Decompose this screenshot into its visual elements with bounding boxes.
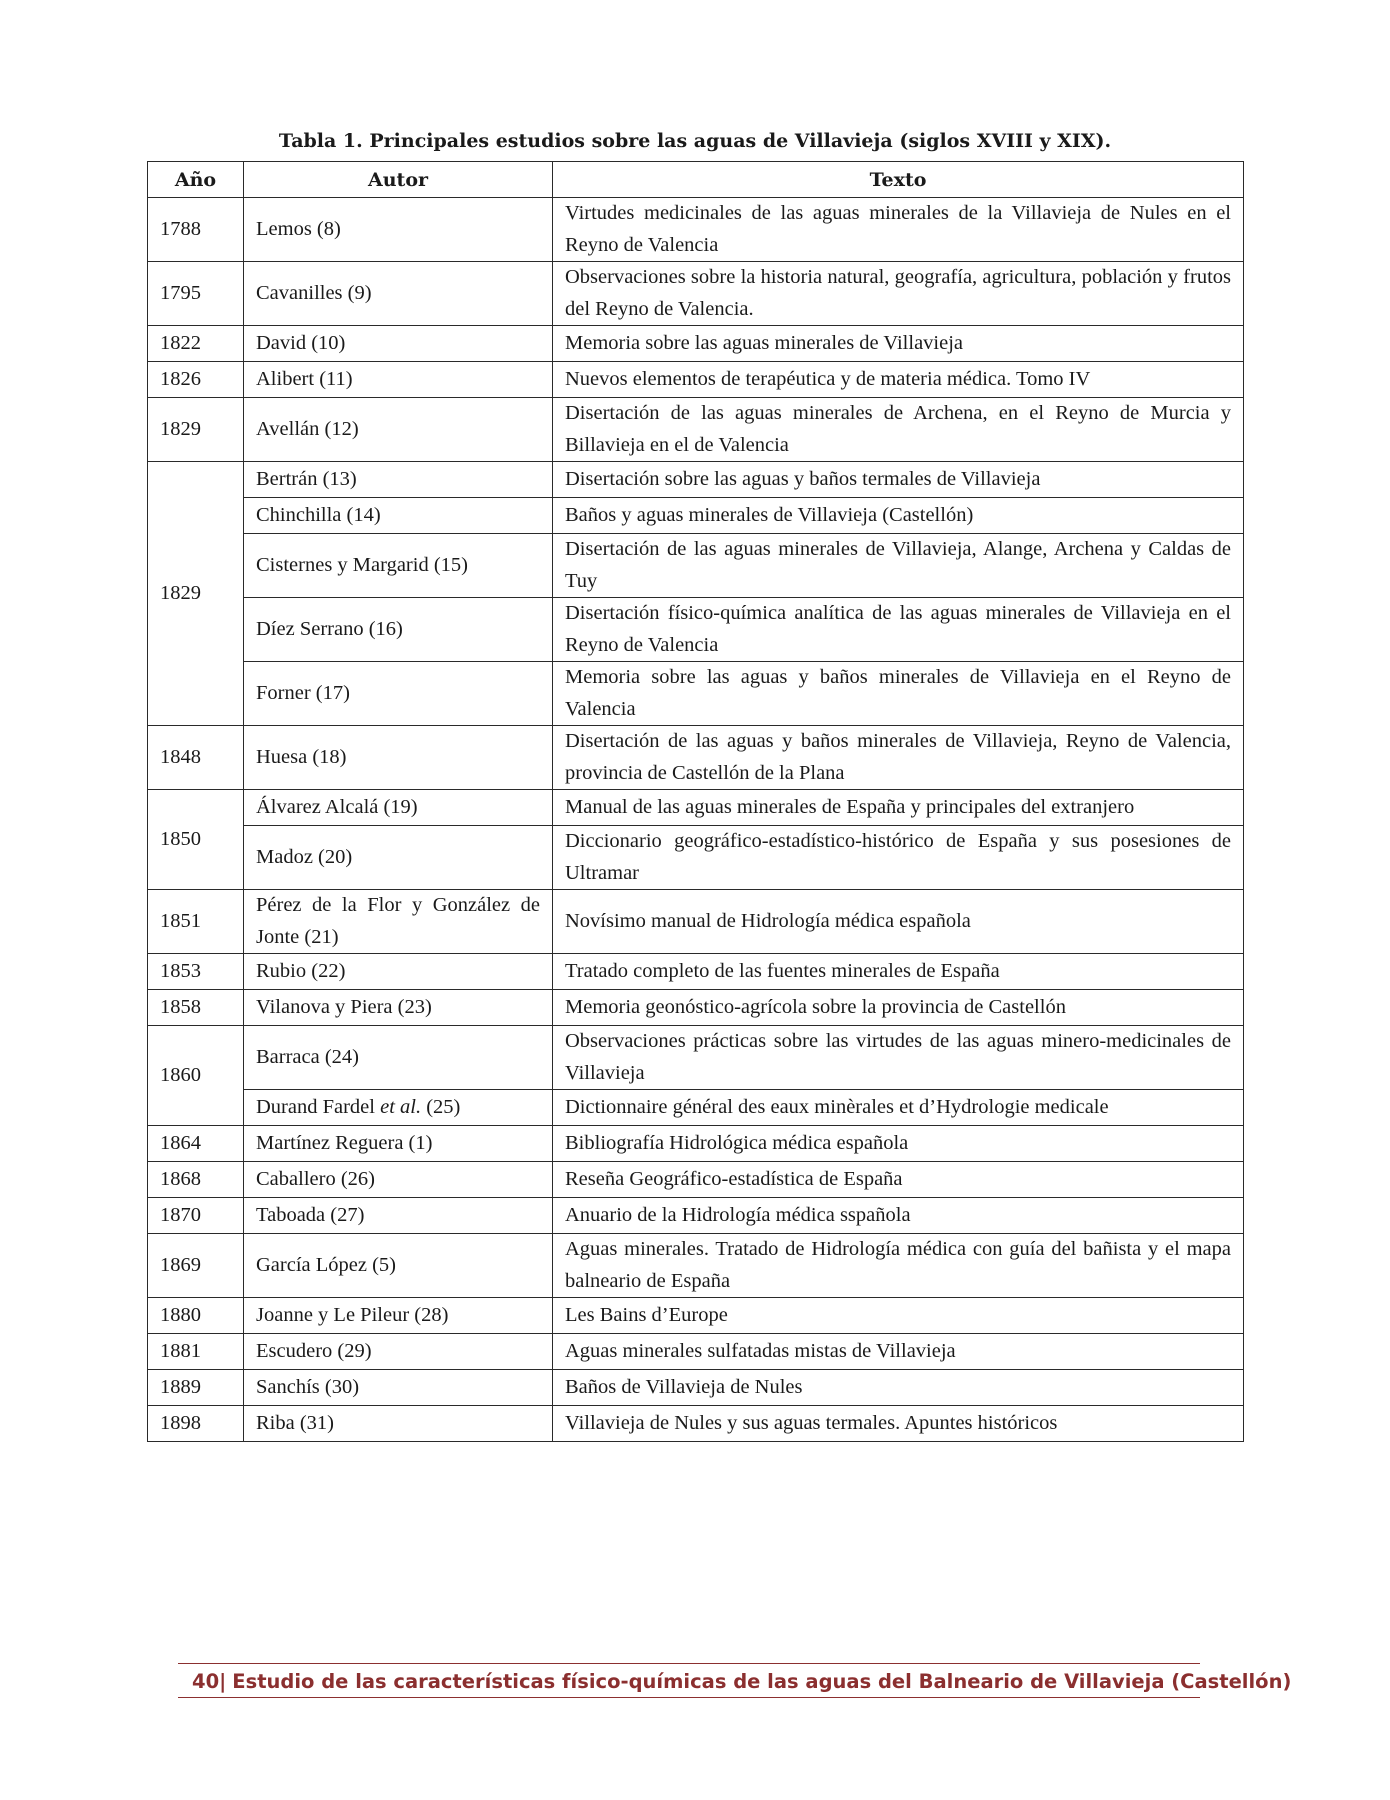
footer-title: Estudio de las características físico-químicas de las aguas del Balneario de Villavieja (Castellón) (232, 1670, 1292, 1693)
cell-year: 1860 (148, 1026, 244, 1126)
column-header-author: Autor (244, 162, 553, 198)
cell-author: Joanne y Le Pileur (28) (244, 1298, 553, 1334)
author-reference: (25) (426, 1095, 461, 1118)
cell-text: Baños y aguas minerales de Villavieja (Castellón) (553, 498, 1244, 534)
footer-rule-top (178, 1663, 1200, 1664)
table-row (148, 1334, 1244, 1370)
cell-year: 1788 (148, 198, 244, 262)
table-row (148, 1234, 1244, 1298)
cell-year: 1881 (148, 1334, 244, 1370)
cell-year: 1898 (148, 1406, 244, 1442)
cell-text: Aguas minerales sulfatadas mistas de Villavieja (553, 1334, 1244, 1370)
column-header-text: Texto (553, 162, 1244, 198)
cell-text: Nuevos elementos de terapéutica y de materia médica. Tomo IV (553, 362, 1244, 398)
cell-text: Villavieja de Nules y sus aguas termales. Apuntes históricos (553, 1406, 1244, 1442)
cell-author: Chinchilla (14) (244, 498, 553, 534)
page-number: 40 (192, 1670, 220, 1693)
cell-year: 1848 (148, 726, 244, 790)
cell-author (244, 1090, 553, 1126)
cell-author: Rubio (22) (244, 954, 553, 990)
cell-author: Bertrán (13) (244, 462, 553, 498)
cell-year: 1826 (148, 362, 244, 398)
cell-author: Martínez Reguera (1) (244, 1126, 553, 1162)
table-row (148, 1406, 1244, 1442)
cell-author: Avellán (12) (244, 398, 553, 462)
cell-author: Barraca (24) (244, 1026, 553, 1090)
table-row (148, 1162, 1244, 1198)
table-row (148, 662, 1244, 726)
cell-text: Aguas minerales. Tratado de Hidrología médica con guía del bañista y el mapa balneario de España (553, 1234, 1244, 1298)
table-row (148, 262, 1244, 326)
table-row (148, 1198, 1244, 1234)
cell-year: 1850 (148, 790, 244, 890)
table-row (148, 326, 1244, 362)
cell-text: Anuario de la Hidrología médica sspañola (553, 1198, 1244, 1234)
cell-author: David (10) (244, 326, 553, 362)
cell-text: Disertación físico-química analítica de las aguas minerales de Villavieja en el Reyno de Valencia (553, 598, 1244, 662)
table-row (148, 1026, 1244, 1090)
cell-year: 1869 (148, 1234, 244, 1298)
cell-author: Álvarez Alcalá (19) (244, 790, 553, 826)
cell-year: 1851 (148, 890, 244, 954)
cell-author: Alibert (11) (244, 362, 553, 398)
table-row (148, 462, 1244, 498)
cell-text: Tratado completo de las fuentes minerales de España (553, 954, 1244, 990)
column-header-year: Año (148, 162, 244, 198)
studies-table (147, 161, 1244, 1442)
table-row (148, 990, 1244, 1026)
table-row (148, 790, 1244, 826)
cell-text: Memoria sobre las aguas y baños minerales de Villavieja en el Reyno de Valencia (553, 662, 1244, 726)
cell-year: 1870 (148, 1198, 244, 1234)
cell-text: Disertación de las aguas y baños minerales de Villavieja, Reyno de Valencia, provincia de Castellón de la Plana (553, 726, 1244, 790)
table-row (148, 1298, 1244, 1334)
cell-text: Bibliografía Hidrológica médica española (553, 1126, 1244, 1162)
cell-text: Les Bains d’Europe (553, 1298, 1244, 1334)
footer-rule-bottom (178, 1697, 1200, 1698)
table-row (148, 498, 1244, 534)
table-row (148, 826, 1244, 890)
cell-author: Caballero (26) (244, 1162, 553, 1198)
table-row (148, 954, 1244, 990)
cell-year: 1795 (148, 262, 244, 326)
cell-text: Disertación de las aguas minerales de Archena, en el Reyno de Murcia y Billavieja en el de Valencia (553, 398, 1244, 462)
cell-year: 1858 (148, 990, 244, 1026)
cell-text: Baños de Villavieja de Nules (553, 1370, 1244, 1406)
cell-author: Riba (31) (244, 1406, 553, 1442)
page-footer (192, 1670, 1292, 1693)
table-row (148, 890, 1244, 954)
cell-author: Lemos (8) (244, 198, 553, 262)
cell-year: 1853 (148, 954, 244, 990)
cell-text: Virtudes medicinales de las aguas minerales de la Villavieja de Nules en el Reyno de Valencia (553, 198, 1244, 262)
cell-year: 1822 (148, 326, 244, 362)
cell-author: Cisternes y Margarid (15) (244, 534, 553, 598)
cell-author: Forner (17) (244, 662, 553, 726)
cell-text: Disertación de las aguas minerales de Villavieja, Alange, Archena y Caldas de Tuy (553, 534, 1244, 598)
cell-text: Memoria geonóstico-agrícola sobre la provincia de Castellón (553, 990, 1244, 1026)
cell-text: Novísimo manual de Hidrología médica española (553, 890, 1244, 954)
cell-year: 1864 (148, 1126, 244, 1162)
cell-year: 1868 (148, 1162, 244, 1198)
cell-year: 1880 (148, 1298, 244, 1334)
cell-author: Sanchís (30) (244, 1370, 553, 1406)
cell-author: Cavanilles (9) (244, 262, 553, 326)
table-caption: Tabla 1. Principales estudios sobre las aguas de Villavieja (siglos XVIII y XIX). (278, 130, 1112, 152)
cell-author: Madoz (20) (244, 826, 553, 890)
cell-author: García López (5) (244, 1234, 553, 1298)
cell-text: Memoria sobre las aguas minerales de Villavieja (553, 326, 1244, 362)
table-row (148, 598, 1244, 662)
cell-author: Pérez de la Flor y González de Jonte (21) (244, 890, 553, 954)
cell-text: Manual de las aguas minerales de España y principales del extranjero (553, 790, 1244, 826)
table-row (148, 1090, 1244, 1126)
cell-year: 1889 (148, 1370, 244, 1406)
author-et-al: et al. (380, 1095, 422, 1118)
table-row (148, 1370, 1244, 1406)
author-name: Durand Fardel (256, 1095, 375, 1118)
cell-year: 1829 (148, 462, 244, 726)
table-row (148, 1126, 1244, 1162)
cell-author: Díez Serrano (16) (244, 598, 553, 662)
table-header-row (148, 162, 1244, 198)
cell-text: Observaciones prácticas sobre las virtudes de las aguas minero-medicinales de Villavieja (553, 1026, 1244, 1090)
cell-author: Taboada (27) (244, 1198, 553, 1234)
table-row (148, 398, 1244, 462)
table-body (148, 198, 1244, 1442)
cell-text: Diccionario geográfico-estadístico-histórico de España y sus posesiones de Ultramar (553, 826, 1244, 890)
cell-text: Observaciones sobre la historia natural, geografía, agricultura, población y frutos del Reyno de Valencia. (553, 262, 1244, 326)
cell-text: Reseña Geográfico-estadística de España (553, 1162, 1244, 1198)
table-row (148, 198, 1244, 262)
table-row (148, 726, 1244, 790)
cell-text: Dictionnaire général des eaux minèrales et d’Hydrologie medicale (553, 1090, 1244, 1126)
table-row (148, 534, 1244, 598)
cell-author: Huesa (18) (244, 726, 553, 790)
table-row (148, 362, 1244, 398)
footer-separator: | (219, 1670, 227, 1693)
cell-author: Vilanova y Piera (23) (244, 990, 553, 1026)
cell-year: 1829 (148, 398, 244, 462)
cell-text: Disertación sobre las aguas y baños termales de Villavieja (553, 462, 1244, 498)
cell-author: Escudero (29) (244, 1334, 553, 1370)
